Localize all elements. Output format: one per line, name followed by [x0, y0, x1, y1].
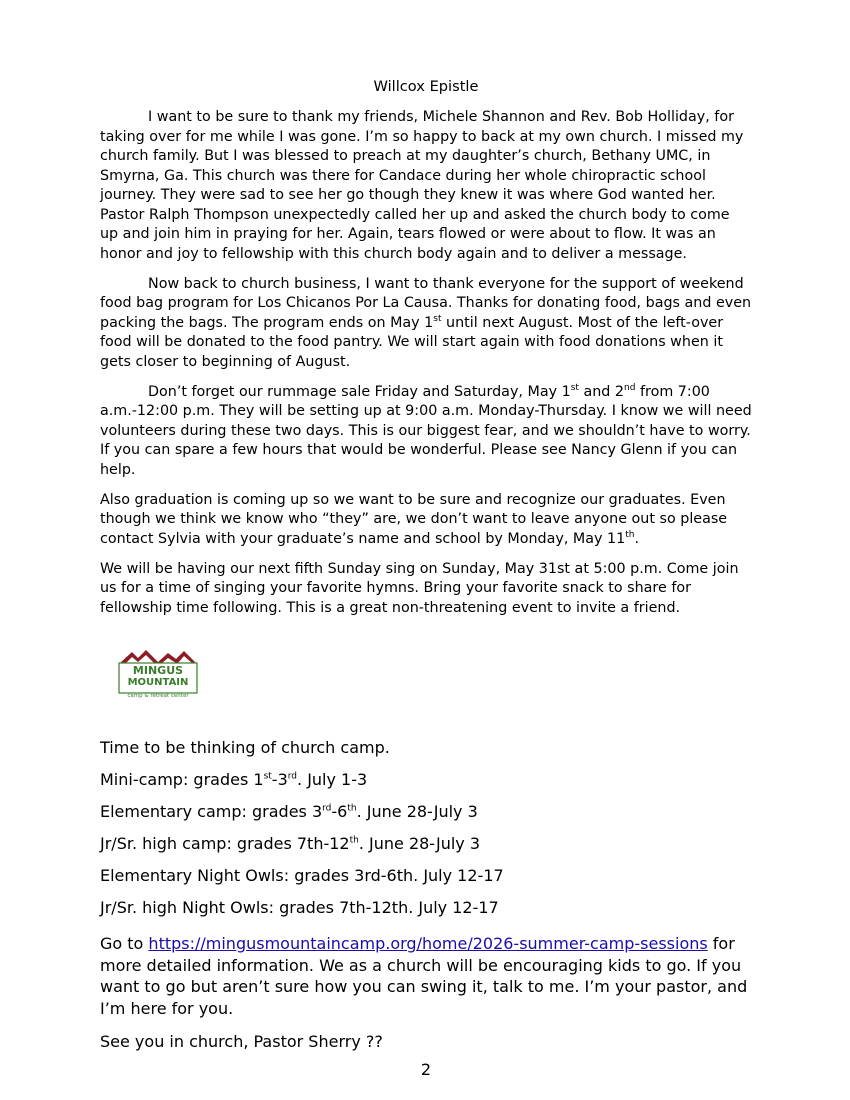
svg-text:MOUNTAIN: MOUNTAIN: [127, 677, 189, 688]
camp-sessions-link[interactable]: https://mingusmountaincamp.org/home/2026-summer-camp-sessions: [148, 934, 708, 953]
page-number: 2: [420, 1060, 432, 1079]
paragraph-thanks: I want to be sure to thank my friends, Michele Shannon and Rev. Bob Holliday, for taking over for me while I was gone. I’m so happy to back at my own church. I missed my church family. But I was blessed to preach at my daughter’s church, Bethany UMC, in Smyrna, Ga. This church was there for Candace during her whole chiropractic school journey. They were sad to see her go though they knew it was where God wanted her. Pastor Ralph Thompson unexpectedly called her up and asked the church body to come up and join him in praying for her. Again, tears flowed or were about to flow. It was an honor and joy to fellowship with this church body again and to deliver a message.: [100, 109, 744, 262]
camp-jrsr: Jr/Sr. high camp: grades 7th-12th. June 28-July 3: [100, 834, 481, 853]
document-page: [100, 78, 752, 1079]
paragraph-rummage-sale: Don’t forget our rummage sale Friday and Saturday, May 1st and 2nd from 7:00 a.m.-12:00 p.m. They will be setting up at 9:00 a.m. Monday-Thursday. I know we will need volunteers during these two days. This is our biggest fear, and we shouldn’t have to worry. If you can spare a few hours that would be wonderful. Please see Nancy Glenn if you can help.: [100, 382, 752, 478]
svg-text:camp & retreat center: camp & retreat center: [127, 693, 189, 699]
svg-text:MINGUS: MINGUS: [132, 664, 184, 677]
camp-mini: Mini-camp: grades 1st-3rd. July 1-3: [100, 770, 368, 789]
paragraph-camp-info: Go to https://mingusmountaincamp.org/home/2026-summer-camp-sessions for more detailed information. We as a church will be encouraging kids to go. If you want to go but aren’t sure how you can swing it, talk to me. I’m your pastor, and I’m here for you.: [100, 934, 748, 1018]
mountain-icon: [118, 649, 198, 701]
paragraph-food-bag: Now back to church business, I want to thank everyone for the support of weekend food bag program for Los Chicanos Por La Causa. Thanks for donating food, bags and even packing the bags. The program ends on May 1st until next August. Most of the left-over food will be donated to the food pantry. We will start again with food donations when it gets closer to beginning of August.: [100, 275, 752, 370]
camp-intro: Time to be thinking of church camp.: [100, 738, 390, 757]
camp-elementary-night-owls: Elementary Night Owls: grades 3rd-6th. July 12-17: [100, 866, 504, 885]
camp-elementary: Elementary camp: grades 3rd-6th. June 28-July 3: [100, 802, 478, 821]
paragraph-graduation: Also graduation is coming up so we want to be sure and recognize our graduates. Even though we think we know who “they” are, we don’t want to leave anyone out so please contact Sylvia with your graduate’s name and school by Monday, May 11th.: [100, 491, 728, 547]
page-title: Willcox Epistle: [373, 78, 479, 95]
paragraph-fifth-sunday: We will be having our next fifth Sunday sing on Sunday, May 31st at 5:00 p.m. Come join us for a time of singing your favorite hymns. Bring your favorite snack to share for fellowship time following. This is a great non-threatening event to invite a friend.: [100, 560, 739, 616]
camp-section: [100, 737, 752, 929]
camp-jrsr-night-owls: Jr/Sr. high Night Owls: grades 7th-12th. July 12-17: [100, 898, 499, 917]
signoff: See you in church, Pastor Sherry ??: [100, 1032, 383, 1051]
mingus-mountain-logo: [118, 649, 198, 701]
